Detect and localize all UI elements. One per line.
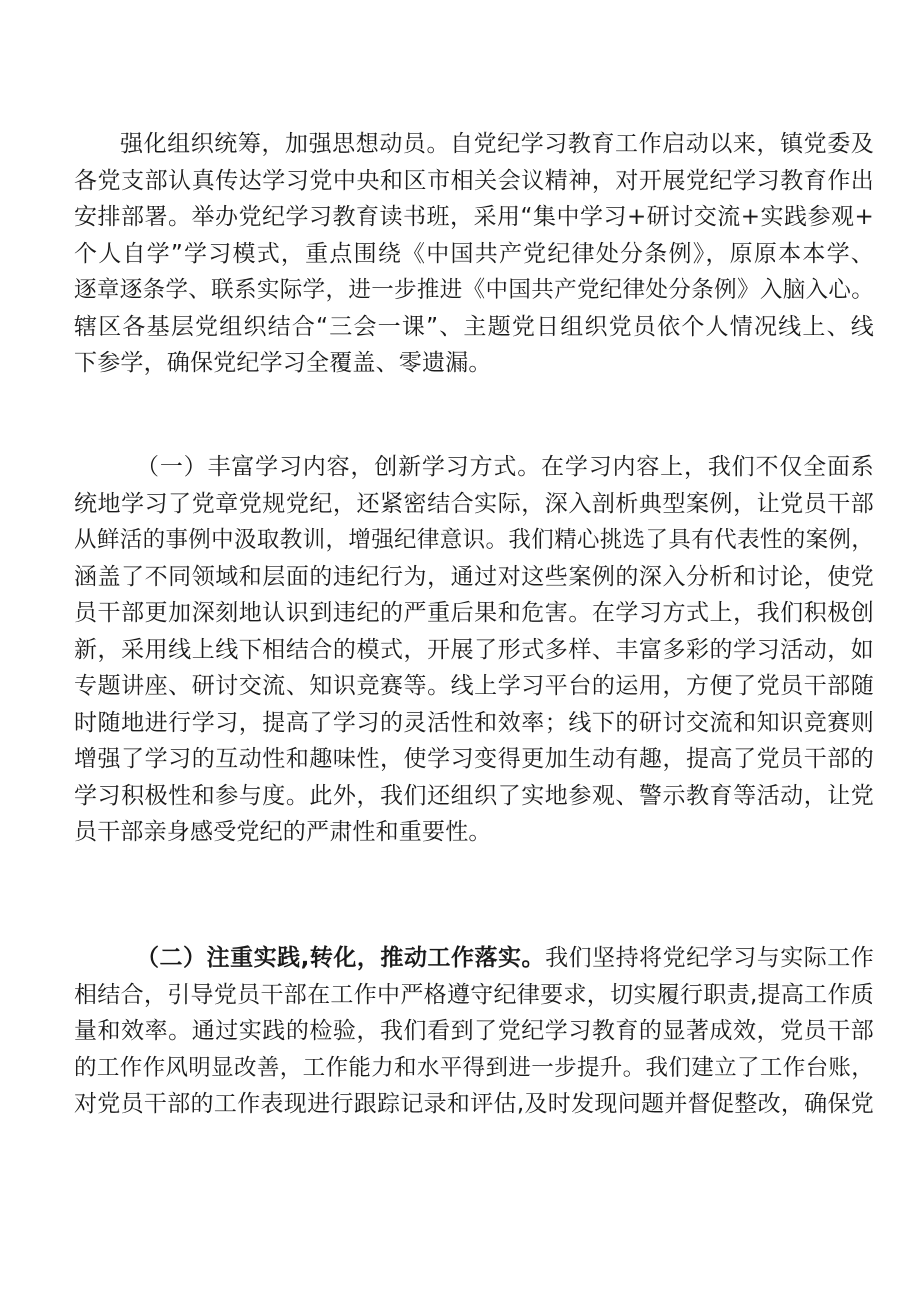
paragraph-line: （一）丰富学习内容，创新学习方式。在学习内容上，我们不仅全面系 xyxy=(136,454,874,480)
paragraph-line: 涵盖了不同领域和层面的违纪行为，通过对这些案例的深入分析和讨论，使党 xyxy=(74,563,874,590)
paragraph-line: 量和效率。通过实践的检验，我们看到了党纪学习教育的显著成效，党员干部 xyxy=(74,1018,874,1044)
paragraph-line: 员干部亲身感受党纪的严肃性和重要性。 xyxy=(74,819,492,845)
paragraph-line-rest: 我们坚持将党纪学习与实际工作 xyxy=(545,945,874,971)
paragraph-line: 安排部署。举办党纪学习教育读书班，采用“集中学习+研讨交流+实践参观+ xyxy=(74,204,874,230)
paragraph-line xyxy=(74,940,874,977)
paragraph-line: 统地学习了党章党规党纪，还紧密结合实际，深入剖析典型案例，让党员干部 xyxy=(74,490,874,517)
paragraph-line: 下参学，确保党纪学习全覆盖、零遗漏。 xyxy=(74,350,492,376)
paragraph-line: 各党支部认真传达学习党中央和区市相关会议精神，对开展党纪学习教育作出 xyxy=(74,167,874,194)
paragraph-line: 学习积极性和参与度。此外，我们还组织了实地参观、警示教育等活动，让党 xyxy=(74,782,874,809)
paragraph-practice xyxy=(74,940,874,1123)
paragraph-line: 逐章逐条学、联系实际学，进一步推进《中国共产党纪律处分条例》入脑入心。 xyxy=(74,277,874,303)
paragraph-line: 相结合，引导党员干部在工作中严格遵守纪律要求，切实履行职责,提高工作质 xyxy=(74,981,874,1008)
paragraph-line: 增强了学习的互动性和趣味性，使学习变得更加生动有趣，提高了党员干部的 xyxy=(74,746,874,772)
paragraph-line: 辖区各基层党组织结合“三会一课”、主题党日组织党员依个人情况线上、线 xyxy=(74,313,874,340)
paragraph-line: 从鲜活的事例中汲取教训，增强纪律意识。我们精心挑选了具有代表性的案例， xyxy=(74,527,874,553)
paragraph-line: 个人自学”学习模式，重点围绕《中国共产党纪律处分条例》，原原本本学、 xyxy=(74,240,874,267)
paragraph-line: 新，采用线上线下相结合的模式，开展了形式多样、丰富多彩的学习活动，如 xyxy=(74,636,874,663)
section-heading: （二）注重实践,转化，推动工作落实。 xyxy=(136,945,546,971)
paragraph-organization xyxy=(74,126,874,382)
paragraph-line: 专题讲座、研讨交流、知识竞赛等。线上学习平台的运用，方便了党员干部随 xyxy=(74,673,874,699)
paragraph-line: 员干部更加深刻地认识到违纪的严重后果和危害。在学习方式上，我们积极创 xyxy=(74,600,874,626)
paragraph-line: 时随地进行学习，提高了学习的灵活性和效率；线下的研讨交流和知识竞赛则 xyxy=(74,709,874,736)
paragraph-line: 的工作作风明显改善，工作能力和水平得到进一步提升。我们建立了工作台账， xyxy=(74,1054,874,1081)
paragraph-line: 强化组织统筹，加强思想动员。自党纪学习教育工作启动以来，镇党委及 xyxy=(120,131,874,157)
paragraph-line: 对党员干部的工作表现进行跟踪记录和评估,及时发现问题并督促整改，确保党 xyxy=(74,1091,874,1117)
paragraph-study-content xyxy=(74,449,874,851)
